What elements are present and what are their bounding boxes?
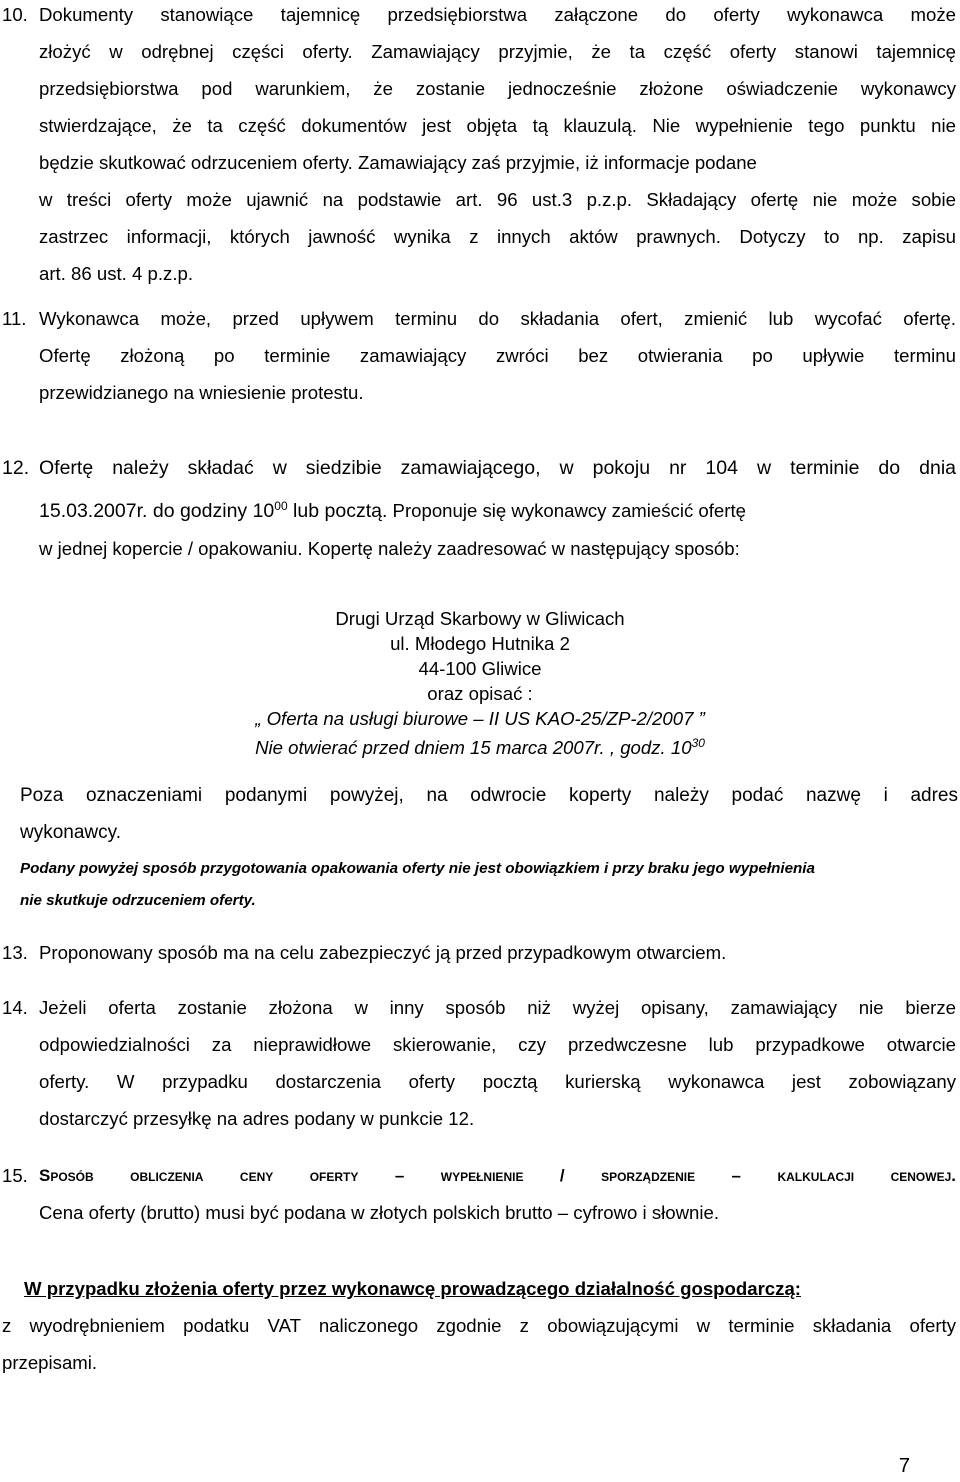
address-line [0, 731, 960, 760]
address-block [0, 606, 960, 760]
text-line: odpowiedzialności za nieprawidłowe skierowanie, czy przedwczesne lub przypadkowe otwarcie [39, 1034, 956, 1055]
page-number: 7 [898, 1455, 910, 1477]
text-line: Dokumenty stanowiące tajemnicę przedsiębiorstwa załączone do oferty wykonawca może [39, 4, 956, 25]
paragraph-15 [2, 1157, 956, 1231]
text-line [39, 487, 956, 530]
text-line: złożyć w odrębnej części oferty. Zamawiający przyjmie, że ta część oferty stanowi tajemnicę [39, 41, 956, 62]
vat-section [2, 1270, 956, 1381]
paragraph-number: 11. [2, 308, 27, 329]
text-line: dostarczyć przesyłkę na adres podany w punkcie 12. [39, 1108, 475, 1129]
text-line: wykonawcy. [20, 822, 122, 843]
text-line: Podany powyżej sposób przygotowania opakowania oferty nie jest obowiązkiem i przy braku jego wypełnienia [20, 860, 815, 877]
paragraph-number: 15. [2, 1165, 28, 1186]
paragraph-10 [2, 0, 956, 292]
vat-title: W przypadku złożenia oferty przez wykonawcę prowadzącego działalność gospodarczą: [24, 1278, 801, 1299]
address-line: „ Oferta na usługi biurowe – II US KAO-25/ZP-2/2007 ” [255, 708, 705, 729]
text-line: Wykonawca może, przed upływem terminu do składania ofert, zmienić lub wycofać ofertę. [39, 308, 956, 329]
text-line: przedsiębiorstwa pod warunkiem, że zostanie jednocześnie złożone oświadczenie wykonawcy [39, 78, 956, 99]
text-line: przewidzianego na wniesienie protestu. [39, 382, 364, 403]
text-line: będzie skutkować odrzuceniem oferty. Zamawiający zaś przyjmie, iż informacje podane [39, 152, 757, 173]
deadline-text: lub pocztą. [287, 500, 388, 523]
address-line: 44-100 Gliwice [418, 658, 542, 679]
section-heading: Sposób obliczenia ceny oferty – wypełnienie / sporządzenie – kalkulacji cenowej. [39, 1166, 956, 1185]
text-line: oferty. W przypadku dostarczenia oferty pocztą kurierską wykonawca jest zobowiązany [39, 1071, 956, 1092]
packaging-note [20, 853, 958, 917]
paragraph-14 [2, 989, 956, 1137]
paragraph-12 [2, 449, 956, 568]
text-line: przepisami. [2, 1352, 98, 1373]
text-line: Poza oznaczeniami podanymi powyżej, na odwrocie koperty należy podać nazwę i adres [20, 785, 958, 806]
text-line: art. 86 ust. 4 p.z.p. [39, 263, 193, 284]
text-line: Jeżeli oferta zostanie złożona w inny sposób niż wyżej opisany, zamawiający nie bierze [39, 997, 956, 1018]
text-line: Cena oferty (brutto) musi być podana w złotych polskich brutto – cyfrowo i słownie. [39, 1202, 720, 1223]
paragraph-number: 14. [2, 997, 28, 1018]
deadline-text: 15.03.2007r. do godziny 10 [39, 500, 275, 523]
text-line: z wyodrębnieniem podatku VAT naliczonego zgodnie z obowiązującymi w terminie składania oferty [2, 1315, 956, 1336]
paragraph-11 [2, 300, 956, 411]
paragraph-number: 13. [2, 942, 28, 963]
time-minutes: 30 [691, 736, 705, 750]
text-line: zastrzec informacji, których jawność wynika z innych aktów prawnych. Dotyczy to np. zapisu [39, 226, 956, 247]
text-line: Ofertę należy składać w siedzibie zamawiającego, w pokoju nr 104 w terminie do dnia [39, 457, 956, 479]
address-line: ul. Młodego Hutnika 2 [390, 633, 570, 654]
envelope-back-note [20, 777, 958, 851]
text-line: w treści oferty może ujawnić na podstawie art. 96 ust.3 p.z.p. Składający ofertę nie może sobie [39, 189, 956, 210]
paragraph-number: 10. [2, 4, 28, 25]
text-line: stwierdzające, że ta część dokumentów jest objęta tą klauzulą. Nie wypełnienie tego punktu nie [39, 115, 956, 136]
deadline-minutes: 00 [274, 499, 288, 513]
text-line: Proponuje się wykonawcy zamieścić ofertę [387, 500, 746, 522]
text-line: Proponowany sposób ma na celu zabezpieczyć ją przed przypadkowym otwarciem. [39, 942, 727, 963]
address-line: Drugi Urząd Skarbowy w Gliwicach [335, 608, 625, 629]
text-line: nie skutkuje odrzuceniem oferty. [20, 892, 256, 909]
text-line: Ofertę złożoną po terminie zamawiający zwróci bez otwierania po upływie terminu [39, 345, 956, 366]
paragraph-number: 12. [2, 457, 30, 479]
paragraph-13 [2, 934, 956, 971]
address-line: oraz opisać : [427, 683, 533, 704]
do-not-open-text: Nie otwierać przed dniem 15 marca 2007r. , godz. 10 [255, 737, 692, 759]
text-line: w jednej kopercie / opakowaniu. Kopertę należy zaadresować w następujący sposób: [39, 538, 740, 560]
